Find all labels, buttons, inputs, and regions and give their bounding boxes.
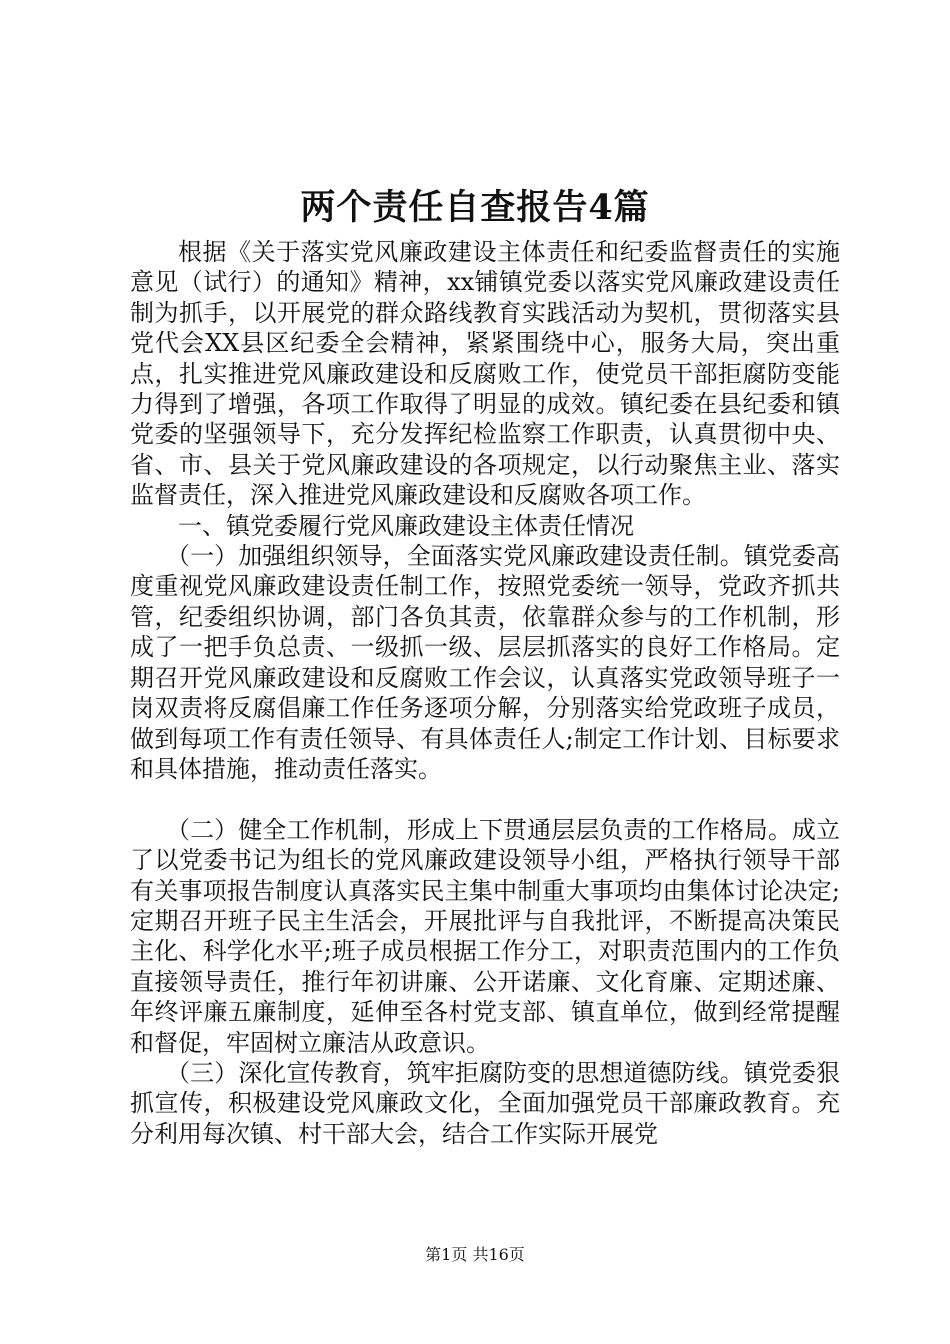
subsection-1-paragraph: （一）加强组织领导，全面落实党风廉政建设责任制。镇党委高度重视党风廉政建设责任制工作，按照党委统一领导，党政齐抓共管，纪委组织协调，部门各负其责，依靠群众参与的工作机制，形成了一把手负总责、一级抓一级、层层抓落实的良好工作格局。定期召开党风廉政建设和反腐败工作会议，认真落实党政领导班子一岗双责将反腐倡廉工作任务逐项分解，分别落实给党政班子成员，做到每项工作有责任领导、有具体责任人;制定工作计划、目标要求和具体措施，推动责任落实。	[130, 542, 840, 783]
document-body	[130, 237, 840, 1149]
section-heading: 一、镇党委履行党风廉政建设主体责任情况	[178, 511, 634, 540]
intro-paragraph: 根据《关于落实党风廉政建设主体责任和纪委监督责任的实施意见（试行）的通知》精神，xx铺镇党委以落实党风廉政建设责任制为抓手，以开展党的群众路线教育实践活动为契机，贯彻落实县党代会XX县区纪委全会精神，紧紧围绕中心，服务大局，突出重点，扎实推进党风廉政建设和反腐败工作，使党员干部拒腐防变能力得到了增强，各项工作取得了明显的成效。镇纪委在县纪委和镇党委的坚强领导下，充分发挥纪检监察工作职责，认真贯彻中央、省、市、县关于党风廉政建设的各项规定，以行动聚焦主业、落实监督责任，深入推进党风廉政建设和反腐败各项工作。	[130, 238, 840, 510]
subsection-2-paragraph: （二）健全工作机制，形成上下贯通层层负责的工作格局。成立了以党委书记为组长的党风廉政建设领导小组，严格执行领导干部有关事项报告制度认真落实民主集中制重大事项均由集体讨论决定;定期召开班子民主生活会，开展批评与自我批评，不断提高决策民主化、科学化水平;班子成员根据工作分工，对职责范围内的工作负直接领导责任，推行年初讲廉、公开诺廉、文化育廉、定期述廉、年终评廉五廉制度，延伸至各村党支部、镇直单位，做到经常提醒和督促，牢固树立廉洁从政意识。	[130, 815, 840, 1057]
document-title: 两个责任自查报告4篇	[300, 187, 650, 228]
page-footer: 第1页 共16页	[425, 1245, 525, 1264]
subsection-3-paragraph: （三）深化宣传教育，筑牢拒腐防变的思想道德防线。镇党委狠抓宣传，积极建设党风廉政文化，全面加强党员干部廉政教育。充分利用每次镇、村干部大会，结合工作实际开展党	[130, 1058, 840, 1148]
